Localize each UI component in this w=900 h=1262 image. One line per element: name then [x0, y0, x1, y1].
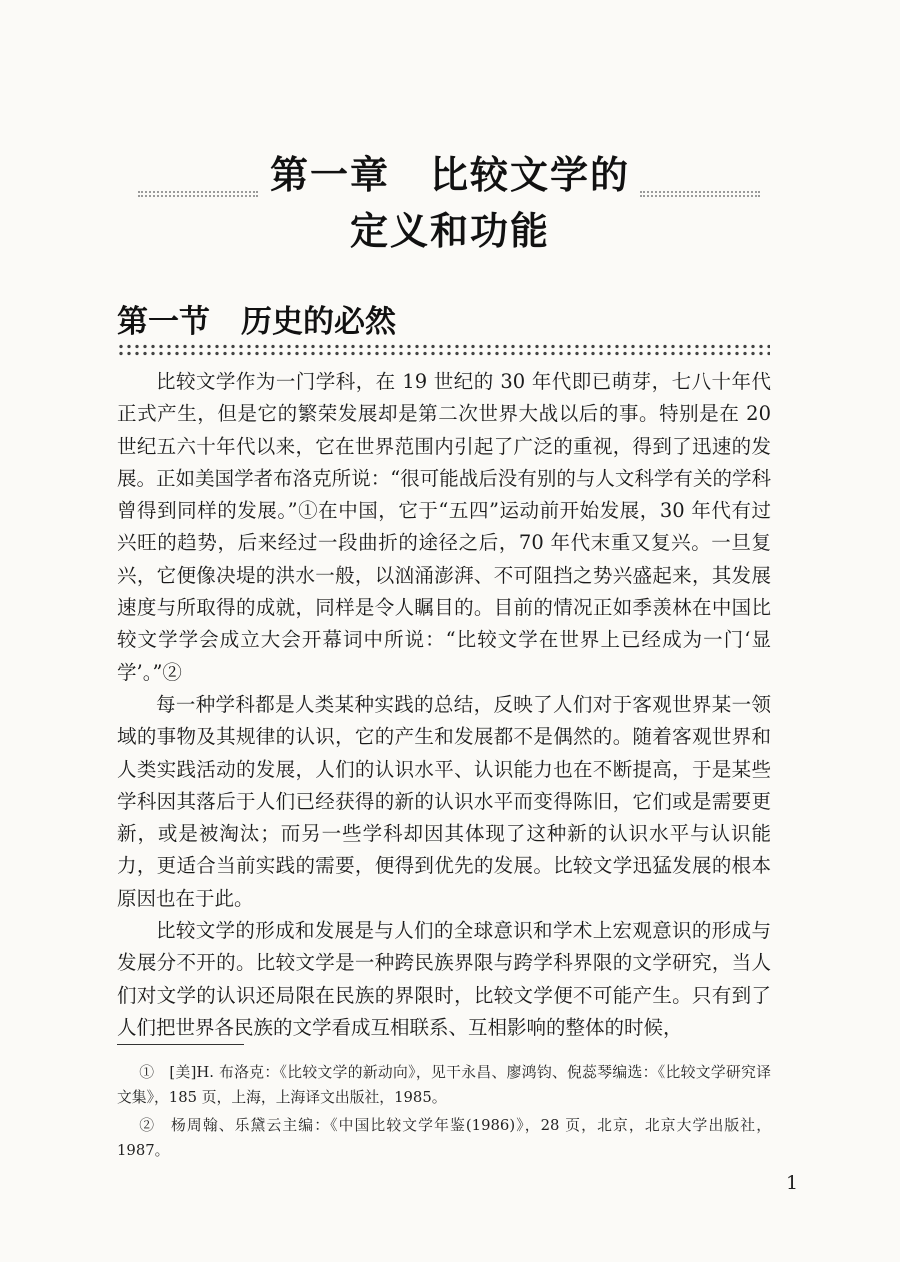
paragraph: 每一种学科都是人类某种实践的总结，反映了人们对于客观世界某一领域的事物及其规律的认识，它的产生和发展都不是偶然的。随着客观世界和人类实践活动的发展，人们的认识水平、认识能力也在不断提高，于是某些学科因其落后于人们已经获得的新的认识水平而变得陈旧，它们或是需要更新，或是被淘汰；而另一些学科却因其体现了这种新的认识水平与认识能力，更适合当前实践的需要，便得到优先的发展。比较文学迅猛发展的根本原因也在于此。 [117, 692, 771, 910]
paragraph: 比较文学的形成和发展是与人们的全球意识和学术上宏观意识的形成与发展分不开的。比较文学是一种跨民族界限与跨学科界限的文学研究，当人们对文学的认识还局限在民族的界限时，比较文学便不可能产生。只有到了人们把世界各民族的文学看成互相联系、互相影响的整体的时候， [117, 919, 771, 1039]
chapter-title [0, 148, 900, 258]
footnote: ① [美]H. 布洛克：《比较文学的新动向》，见干永昌、廖鸿钧、倪蕊琴编选：《比较文学研究译文集》，185 页，上海，上海译文出版社，1985。 [117, 1064, 771, 1106]
chapter-title-line2: 定义和功能 [349, 209, 550, 253]
section-title: 第一节 历史的必然 [117, 304, 396, 340]
chapter-title-line1: 第一章 比较文学的 [269, 153, 630, 197]
page-number: 1 [786, 1172, 799, 1194]
paragraph: 比较文学作为一门学科，在 19 世纪的 30 年代即已萌芽，七八十年代正式产生，但是它的繁荣发展却是第二次世界大战以后的事。特别是在 20 世纪五六十年代以来，它在世界范围内引起了广泛的重视，得到了迅速的发展。正如美国学者布洛克所说：“很可能战后没有别的与人文科学有关的学科曾得到同样的发展。”①在中国，它于“五四”运动前开始发展，30 年代有过兴旺的趋势，后来经过一段曲折的途径之后，70 年代末重又复兴。一旦复兴，它便像决堤的洪水一般，以汹涌澎湃、不可阻挡之势兴盛起来，其发展速度与所取得的成就，同样是令人瞩目的。目前的情况正如季羡林在中国比较文学学会成立大会开幕词中所说：“比较文学在世界上已经成为一门‘显学’。”② [117, 370, 771, 684]
body-text [117, 366, 771, 1044]
footnote-rule [117, 1044, 244, 1045]
footnotes [117, 1060, 771, 1166]
footnote: ② 杨周翰、乐黛云主编：《中国比较文学年鉴(1986)》，28 页，北京，北京大学出版社，1987。 [117, 1117, 771, 1159]
section-dotted-rule [117, 343, 770, 357]
